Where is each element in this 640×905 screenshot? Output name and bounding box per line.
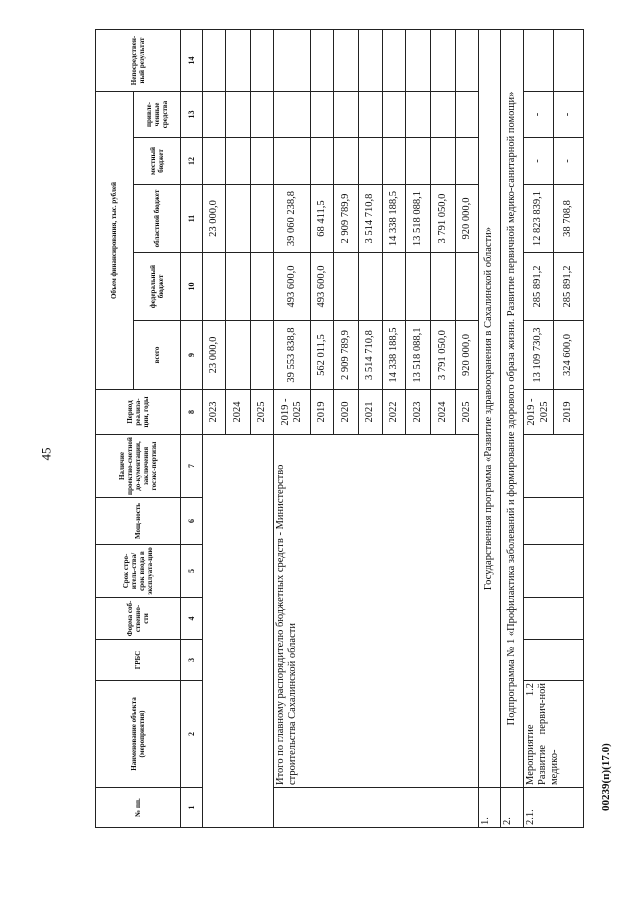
column-number: 11 [181,185,203,253]
total-cell: 920 000,0 [456,321,479,390]
local-budget-cell [226,138,251,185]
program-title: Государственная программа «Развитие здравоохранения в Сахалинской области» [479,30,501,788]
local-budget-cell [359,138,383,185]
federal-budget-cell [251,253,274,321]
header-federal: федеральный бюджет [134,253,181,321]
column-number: 5 [181,545,203,598]
empty-cell [524,640,584,681]
local-budget-cell [311,138,334,185]
subprogram-row [501,30,524,828]
header-result: Непосредствен-ный результат [96,30,181,92]
attracted-funds-cell [226,92,251,138]
header-attracted: привле-ченные средства [134,92,181,138]
empty-cell [524,598,584,640]
empty-merged-cell [203,435,274,828]
federal-budget-cell [334,253,359,321]
regional-budget-cell: 39 060 238,8 [274,185,311,253]
federal-budget-cell [226,253,251,321]
federal-budget-cell [456,253,479,321]
result-cell [359,30,383,92]
header-term: Срок стро-итель-ства/срок ввода в эксплуата-цию [96,545,181,598]
attracted-funds-cell [383,92,406,138]
rotated-table-sheet [95,30,583,828]
header-no: № пп. [96,788,181,828]
attracted-funds-cell [203,92,226,138]
activity-row [524,30,554,828]
regional-budget-cell: 14 338 188,5 [383,185,406,253]
federal-budget-cell: 285 891,2 [524,253,554,321]
total-cell: 3 791 050,0 [431,321,456,390]
attracted-funds-cell [359,92,383,138]
total-cell: 324 600,0 [554,321,584,390]
attracted-funds-cell [251,92,274,138]
column-number: 2 [181,681,203,788]
result-cell [334,30,359,92]
attracted-funds-cell [274,92,311,138]
regional-budget-cell [226,185,251,253]
header-docs: Наличие проектно-сметной до-кументации, заключения госэкс-пертизы [96,435,181,498]
period-cell: 2024 [226,390,251,435]
column-numbers-row [181,30,203,828]
local-budget-cell [203,138,226,185]
capital-investments-table [95,29,584,828]
period-cell: 2019 - 2025 [274,390,311,435]
total-cell: 3 514 710,8 [359,321,383,390]
total-cell: 562 011,5 [311,321,334,390]
local-budget-cell [274,138,311,185]
result-cell [554,30,584,92]
period-cell: 2023 [406,390,431,435]
header-ownership: Форма соб-ственно-сти [96,598,181,640]
column-number: 12 [181,138,203,185]
regional-budget-cell: 12 823 839,1 [524,185,554,253]
local-budget-cell: - [554,138,584,185]
period-cell: 2025 [251,390,274,435]
regional-budget-cell: 920 000,0 [456,185,479,253]
period-cell: 2022 [383,390,406,435]
column-number: 8 [181,390,203,435]
federal-budget-cell: 285 891,2 [554,253,584,321]
header-local: местный бюджет [134,138,181,185]
header-grbs: ГРБС [96,640,181,681]
total-cell: 13 518 088,1 [406,321,431,390]
local-budget-cell: - [524,138,554,185]
result-cell [456,30,479,92]
header-funding-group: Объем финансирования, тыс. рублей [96,92,134,390]
result-cell [431,30,456,92]
table-row [274,30,311,828]
attracted-funds-cell [334,92,359,138]
regional-budget-cell: 23 000,0 [203,185,226,253]
header-total: всего [134,321,181,390]
federal-budget-cell [431,253,456,321]
local-budget-cell [334,138,359,185]
subprogram-title: Подпрограмма № 1 «Профилактика заболеваний и формирование здорового образа жизни. Развитие первичной медико-санитарной помощи» [501,30,524,788]
local-budget-cell [456,138,479,185]
document-code: 00239(п)(17.0) [600,743,612,811]
local-budget-cell [383,138,406,185]
period-cell: 2024 [431,390,456,435]
row-number-cell [274,788,479,828]
period-cell: 2019 [311,390,334,435]
total-cell: 23 000,0 [203,321,226,390]
federal-budget-cell [359,253,383,321]
regional-budget-cell: 38 708,8 [554,185,584,253]
regional-budget-cell [251,185,274,253]
result-cell [524,30,554,92]
period-cell: 2019 [554,390,584,435]
result-cell [251,30,274,92]
column-number: 4 [181,598,203,640]
header-row [96,30,134,828]
federal-budget-cell: 493 600,0 [311,253,334,321]
column-number: 9 [181,321,203,390]
period-cell: 2019 - 2025 [524,390,554,435]
regional-budget-cell: 2 909 789,9 [334,185,359,253]
local-budget-cell [431,138,456,185]
total-cell: 14 338 188,5 [383,321,406,390]
federal-budget-cell: 493 600,0 [274,253,311,321]
result-cell [406,30,431,92]
federal-budget-cell [383,253,406,321]
federal-budget-cell [203,253,226,321]
empty-cell [524,498,584,545]
header-regional: областной бюджет [134,185,181,253]
empty-cell [524,435,584,498]
row-number-cell: 1. [479,788,501,828]
column-number: 13 [181,92,203,138]
result-cell [226,30,251,92]
local-budget-cell [406,138,431,185]
header-period: Период реализа-ции, годы [96,390,181,435]
table-row [203,30,226,828]
row-number-cell: 2. [501,788,524,828]
page-number: 45 [38,447,54,461]
program-row [479,30,501,828]
total-cell [251,321,274,390]
total-cell: 2 909 789,9 [334,321,359,390]
local-budget-cell [251,138,274,185]
attracted-funds-cell [456,92,479,138]
total-cell: 39 553 838,8 [274,321,311,390]
row-number-cell: 2.1. [524,788,584,828]
column-number: 7 [181,435,203,498]
attracted-funds-cell: - [554,92,584,138]
result-cell [274,30,311,92]
attracted-funds-cell [311,92,334,138]
total-cell: 13 109 730,3 [524,321,554,390]
result-cell [203,30,226,92]
attracted-funds-cell [406,92,431,138]
result-cell [383,30,406,92]
empty-cell [524,545,584,598]
activity-name: Мероприятие 1.2 Развитие первич-ной медико- [524,681,584,788]
regional-budget-cell: 68 411,5 [311,185,334,253]
column-number: 3 [181,640,203,681]
column-number: 6 [181,498,203,545]
result-cell [311,30,334,92]
regional-budget-cell: 13 518 088,1 [406,185,431,253]
column-number: 1 [181,788,203,828]
header-capacity: Мощ-ность [96,498,181,545]
total-cell [226,321,251,390]
period-cell: 2020 [334,390,359,435]
regional-budget-cell: 3 514 710,8 [359,185,383,253]
attracted-funds-cell: - [524,92,554,138]
regional-budget-cell: 3 791 050,0 [431,185,456,253]
column-number: 10 [181,253,203,321]
header-name: Наименование объекта (мероприятия) [96,681,181,788]
column-number: 14 [181,30,203,92]
period-cell: 2023 [203,390,226,435]
total-group-label: Итого по главному распорядителю бюджетных средств - Министерство строительства Сахалинской области [274,435,479,788]
period-cell: 2025 [456,390,479,435]
attracted-funds-cell [431,92,456,138]
period-cell: 2021 [359,390,383,435]
federal-budget-cell [406,253,431,321]
